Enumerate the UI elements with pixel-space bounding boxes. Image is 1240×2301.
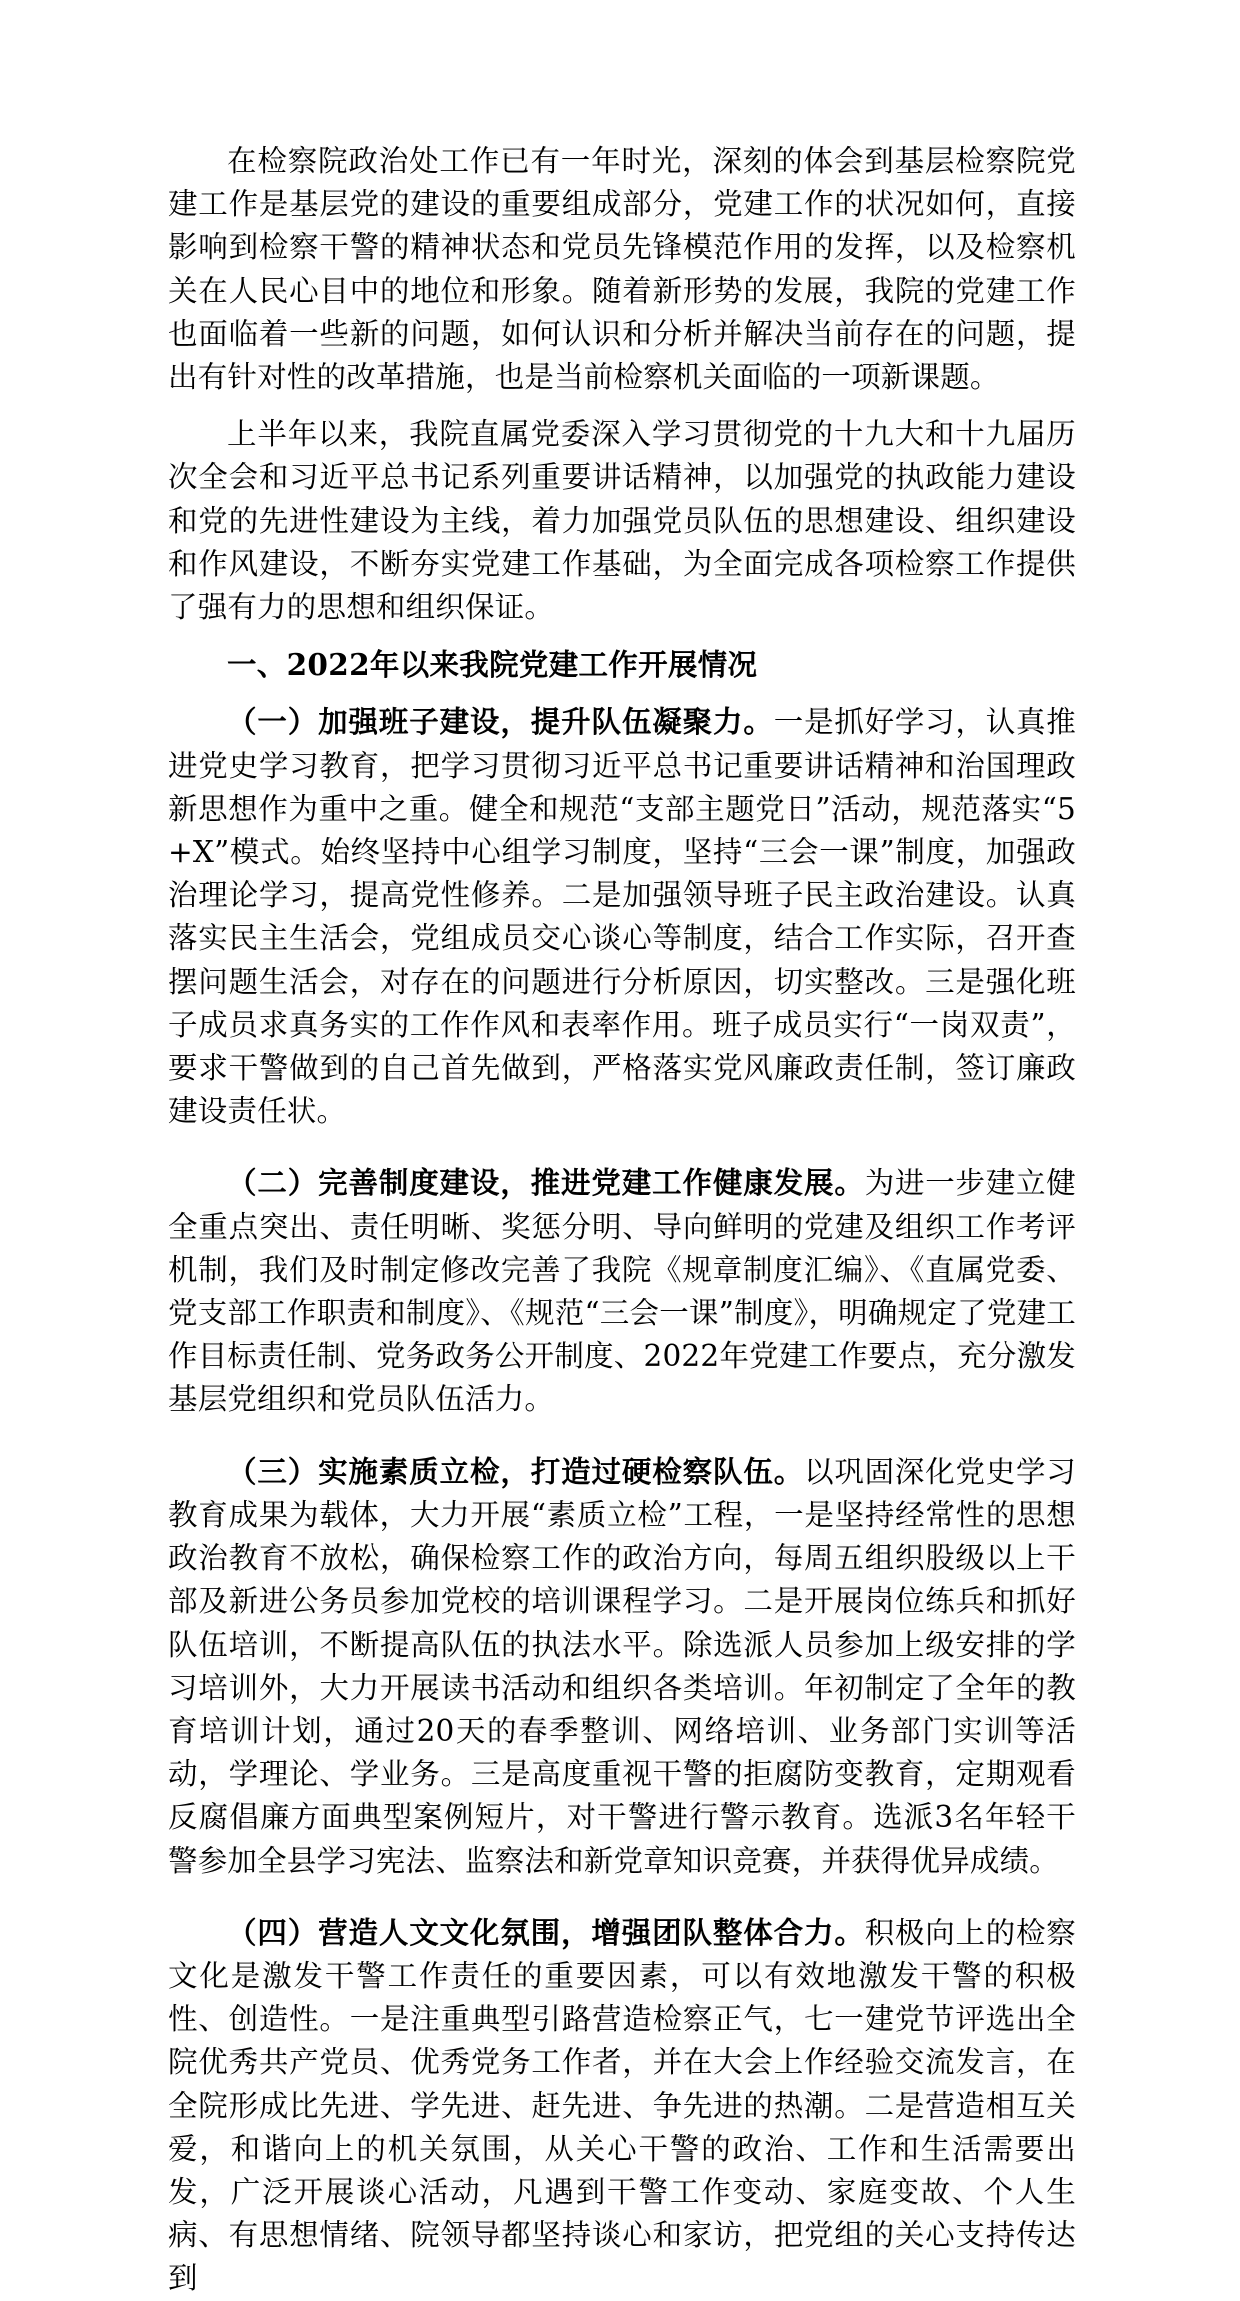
subsection-1 (168, 700, 1076, 1133)
subsection-1-text: 一是抓好学习，认真推进党史学习教育，把学习贯彻习近平总书记重要讲话精神和治国理政新思想作为重中之重。健全和规范“支部主题党日”活动，规范落实“5+X”模式。始终坚持中心组学习制度，坚持“三会一课”制度，加强政治理论学习，提高党性修养。二是加强领导班子民主政治建设。认真落实民主生活会，党组成员交心谈心等制度，结合工作实际，召开查摆问题生活会，对存在的问题进行分析原因，切实整改。三是强化班子成员求真务实的工作作风和表率作用。班子成员实行“一岗双责”，要求干警做到的自己首先做到，严格落实党风廉政责任制，签订廉政建设责任状。 (168, 705, 1076, 1129)
subsection-1-lead: （一）加强班子建设，提升队伍凝聚力。 (227, 704, 774, 740)
document-body (168, 140, 1076, 2301)
section-heading-1: 一、2022年以来我院党建工作开展情况 (227, 647, 758, 683)
subsection-3 (168, 1450, 1076, 1883)
intro-paragraph-1: 在检察院政治处工作已有一年时光，深刻的体会到基层检察院党建工作是基层党的建设的重要组成部分，党建工作的状况如何，直接影响到检察干警的精神状态和党员先锋模范作用的发挥，以及检察机关在人民心目中的地位和形象。随着新形势的发展，我院的党建工作也面临着一些新的问题，如何认识和分析并解决当前存在的问题，提出有针对性的改革措施，也是当前检察机关面临的一项新课题。 (168, 144, 1076, 395)
subsection-3-text: 以巩固深化党史学习教育成果为载体，大力开展“素质立检”工程，一是坚持经常性的思想政治教育不放松，确保检察工作的政治方向，每周五组织股级以上干部及新进公务员参加党校的培训课程学习。二是开展岗位练兵和抓好队伍培训，不断提高队伍的执法水平。除选派人员参加上级安排的学习培训外，大力开展读书活动和组织各类培训。年初制定了全年的教育培训计划，通过20天的春季整训、网络培训、业务部门实训等活动，学理论、学业务。三是高度重视干警的拒腐防变教育，定期观看反腐倡廉方面典型案例短片，对干警进行警示教育。选派3名年轻干警参加全县学习宪法、监察法和新党章知识竞赛，并获得优异成绩。 (168, 1454, 1076, 1878)
intro-paragraph-2: 上半年以来，我院直属党委深入学习贯彻党的十九大和十九届历次全会和习近平总书记系列重要讲话精神，以加强党的执政能力建设和党的先进性建设为主线，着力加强党员队伍的思想建设、组织建设和作风建设，不断夯实党建工作基础，为全面完成各项检察工作提供了强有力的思想和组织保证。 (168, 417, 1076, 625)
subsection-4-lead: （四）营造人文文化氛围，增强团队整体合力。 (227, 1914, 865, 1950)
subsection-4-text: 积极向上的检察文化是激发干警工作责任的重要因素，可以有效地激发干警的积极性、创造性。一是注重典型引路营造检察正气，七一建党节评选出全院优秀共产党员、优秀党务工作者，并在大会上作经验交流发言，在全院形成比先进、学先进、赶先进、争先进的热潮。二是营造相互关爱，和谐向上的机关氛围，从关心干警的政治、工作和生活需要出发，广泛开展谈心活动，凡遇到干警工作变动、家庭变故、个人生病、有思想情绪、院领导都坚持谈心和家访，把党组的关心支持传达到 (168, 1915, 1076, 2296)
subsection-4 (168, 1911, 1076, 2301)
paragraph-spacer (168, 1885, 1076, 1897)
subsection-3-lead: （三）实施素质立检，打造过硬检察队伍。 (227, 1453, 805, 1489)
paragraph-spacer (168, 401, 1076, 413)
paragraph-spacer (168, 1135, 1076, 1147)
subsection-2 (168, 1161, 1076, 1421)
paragraph-spacer (168, 1424, 1076, 1436)
subsection-2-text: 为进一步建立健全重点突出、责任明晰、奖惩分明、导向鲜明的党建及组织工作考评机制，我们及时制定修改完善了我院《规章制度汇编》、《直属党委、党支部工作职责和制度》、《规范“三会一课”制度》，明确规定了党建工作目标责任制、党务政务公开制度、2022年党建工作要点，充分激发基层党组织和党员队伍活力。 (168, 1166, 1076, 1417)
subsection-2-lead: （二）完善制度建设，推进党建工作健康发展。 (227, 1165, 865, 1201)
